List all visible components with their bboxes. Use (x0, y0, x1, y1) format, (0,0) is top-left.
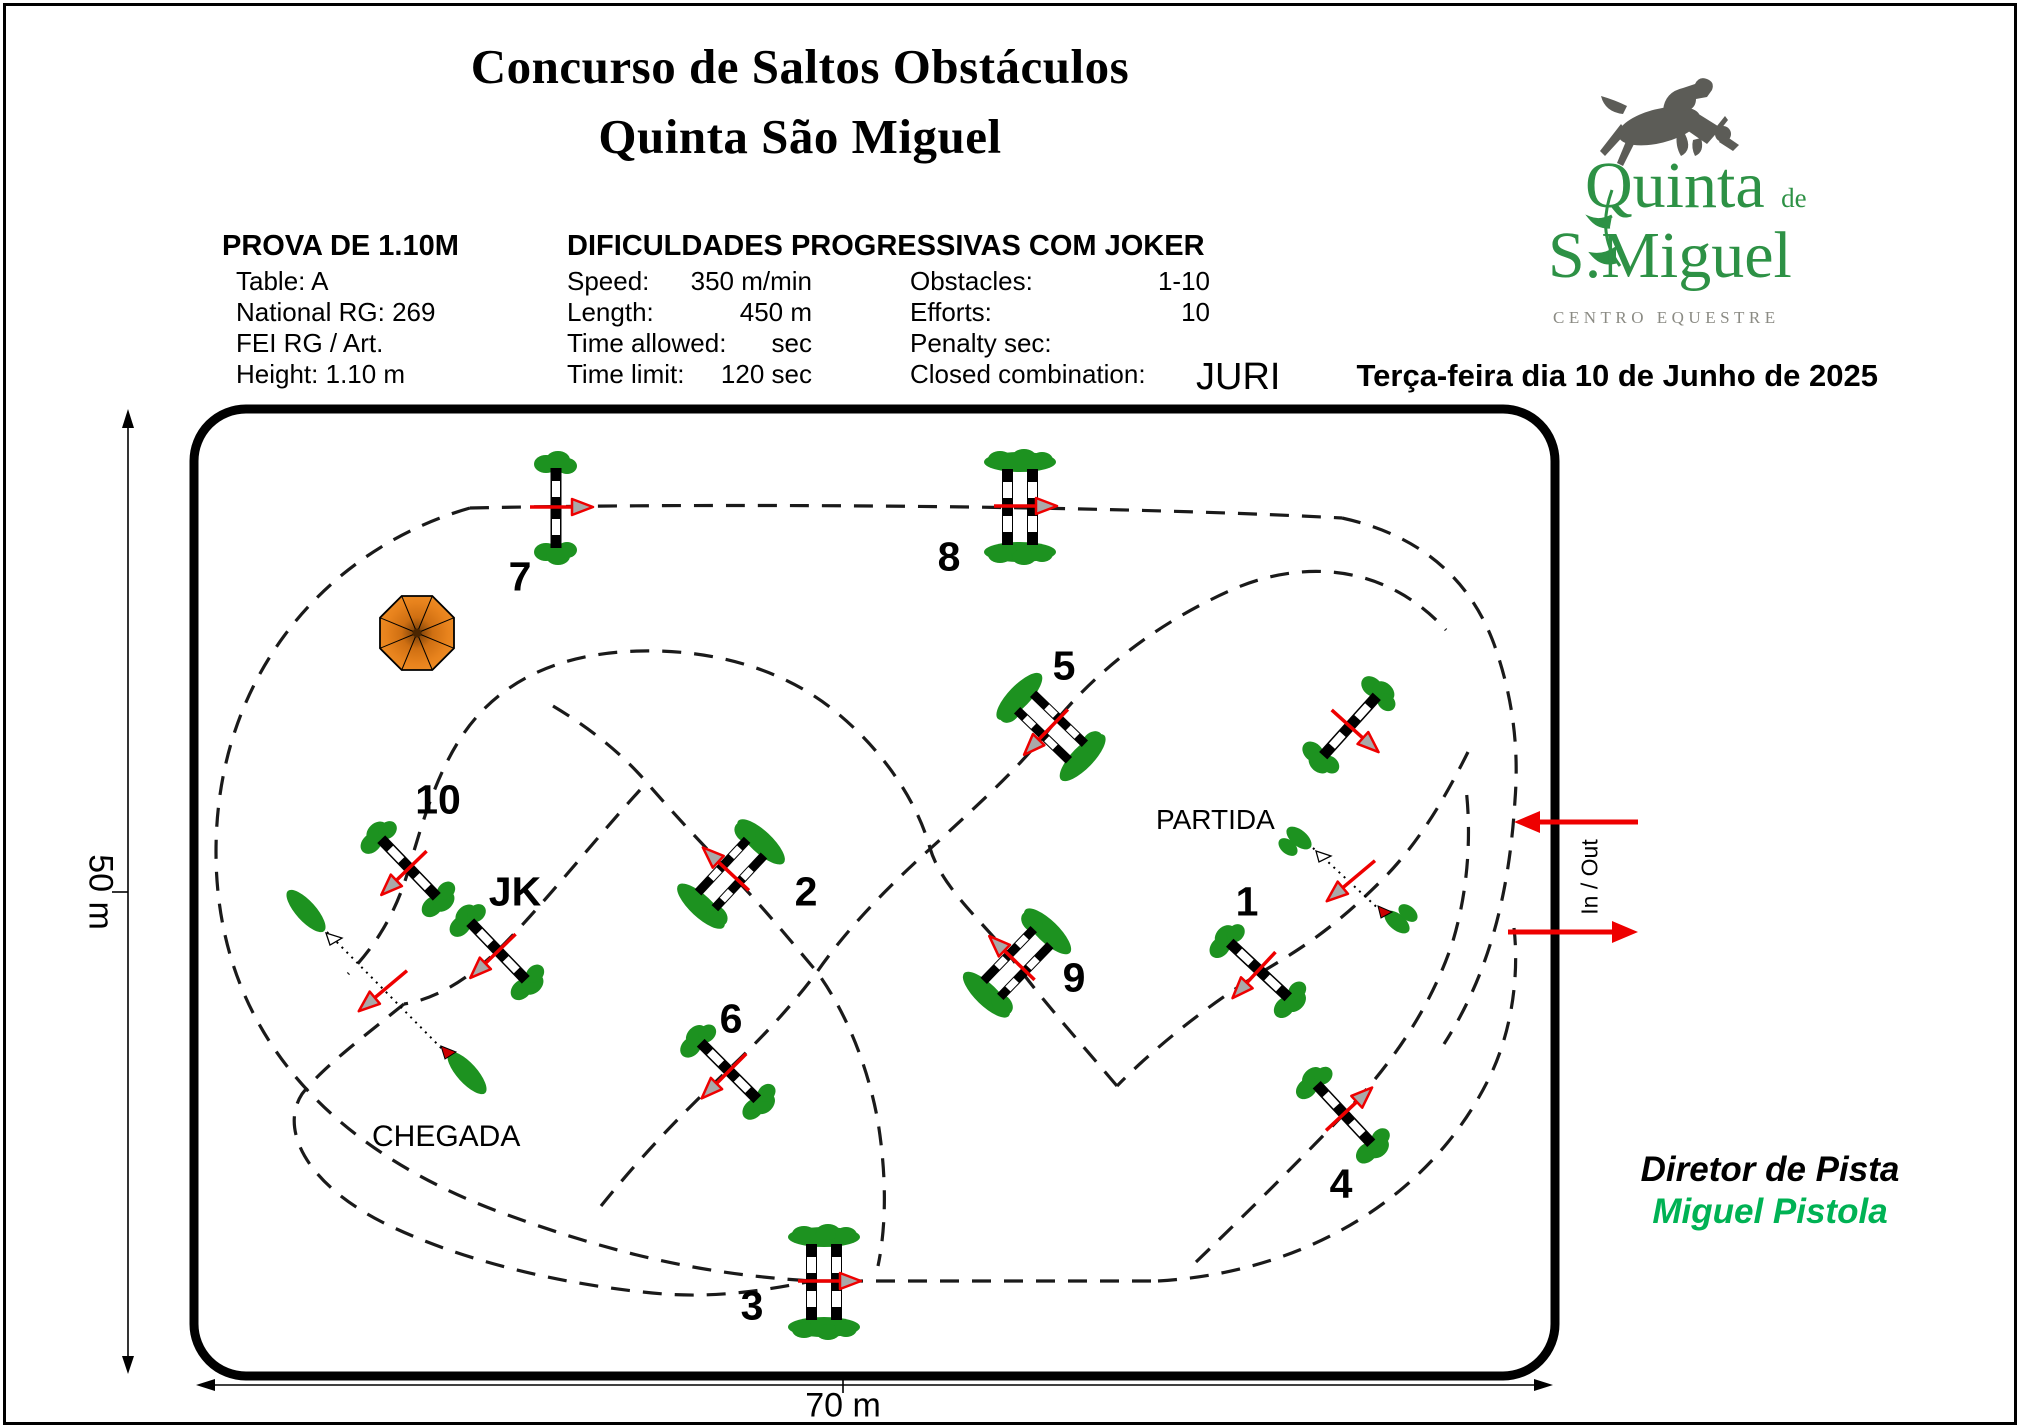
efforts-label: Efforts: (910, 297, 992, 327)
obstacles-label: Obstacles: (910, 266, 1033, 296)
obstacle-10 (354, 812, 464, 924)
class-row-table: Table: A (236, 266, 329, 296)
obstacle-4 (1289, 1058, 1398, 1171)
logo-de-text: de (1781, 183, 1807, 213)
logo-subtitle: CENTRO EQUESTRE (1553, 308, 1780, 327)
obstacle-1 (1202, 916, 1315, 1025)
efforts-value: 10 (1181, 297, 1210, 327)
closed-combination-label: Closed combination: (910, 359, 1146, 389)
time-limit-label: Time limit: (567, 359, 685, 389)
obstacle-8 (984, 449, 1057, 565)
penalty-label: Penalty sec: (910, 328, 1052, 358)
logo-name-line1 (1585, 148, 1807, 224)
course-director-title: Diretor de Pista (1640, 1150, 1900, 1189)
speed-value: 350 m/min (690, 266, 812, 296)
obstacle-9 (956, 902, 1077, 1024)
width-dimension-label: 70 m (805, 1386, 881, 1425)
in-arrow-icon (1514, 811, 1638, 833)
length-value: 450 m (739, 297, 812, 327)
height-dimension-label: 50 m (81, 854, 120, 930)
obstacle-number-7: 7 (508, 553, 532, 600)
obstacle-5 (990, 666, 1112, 787)
obstacle-number-1: 1 (1235, 878, 1259, 925)
obstacle-number-8: 8 (937, 533, 961, 580)
obstacle-number-9: 9 (1062, 954, 1086, 1001)
course-director-name: Miguel Pistola (1652, 1192, 1888, 1231)
page-title-line1: Concurso de Saltos Obstáculos (470, 39, 1130, 94)
in-out-label: In / Out (1576, 839, 1603, 915)
obstacle-number-3: 3 (740, 1282, 764, 1329)
obstacle-7 (530, 451, 593, 565)
out-arrow-icon (1508, 921, 1638, 943)
time-limit-value: 120 sec (720, 359, 812, 389)
obstacles-value: 1-10 (1157, 266, 1210, 296)
class-row-national-rg: National RG: 269 (236, 297, 436, 327)
obstacle-2 (671, 813, 791, 936)
length-label: Length: (567, 297, 654, 327)
jury-label: JURI (1196, 356, 1281, 398)
logo-quinta-text: Quinta (1585, 149, 1765, 222)
speed-label: Speed: (567, 266, 650, 296)
umbrella (380, 596, 454, 670)
event-date: Terça-feira dia 10 de Junho de 2025 (1356, 358, 1878, 393)
competition-block-title: DIFICULDADES PROGRESSIVAS COM JOKER (567, 230, 1205, 262)
class-row-fei: FEI RG / Art. (236, 328, 384, 358)
obstacle-number-2: 2 (794, 868, 818, 915)
obstacle-extra (1296, 669, 1404, 782)
class-block-title: PROVA DE 1.10M (222, 230, 459, 262)
obstacle-number-4: 4 (1329, 1160, 1353, 1207)
finish-label: CHEGADA (372, 1120, 521, 1153)
obstacle-3 (788, 1224, 861, 1340)
logo-name-line2: S.Miguel (1548, 219, 1792, 292)
obstacle-number-10: 10 (415, 776, 461, 823)
obstacle-number-jk: JK (488, 868, 542, 915)
time-allowed-label: Time allowed: (567, 328, 727, 358)
start-label: PARTIDA (1156, 804, 1275, 835)
obstacle-number-6: 6 (719, 995, 743, 1042)
obstacle-number-5: 5 (1052, 642, 1076, 689)
class-row-height: Height: 1.10 m (236, 359, 406, 389)
start-line (1275, 822, 1421, 938)
page-title-line2: Quinta São Miguel (598, 109, 1002, 164)
time-allowed-value: sec (771, 328, 812, 358)
